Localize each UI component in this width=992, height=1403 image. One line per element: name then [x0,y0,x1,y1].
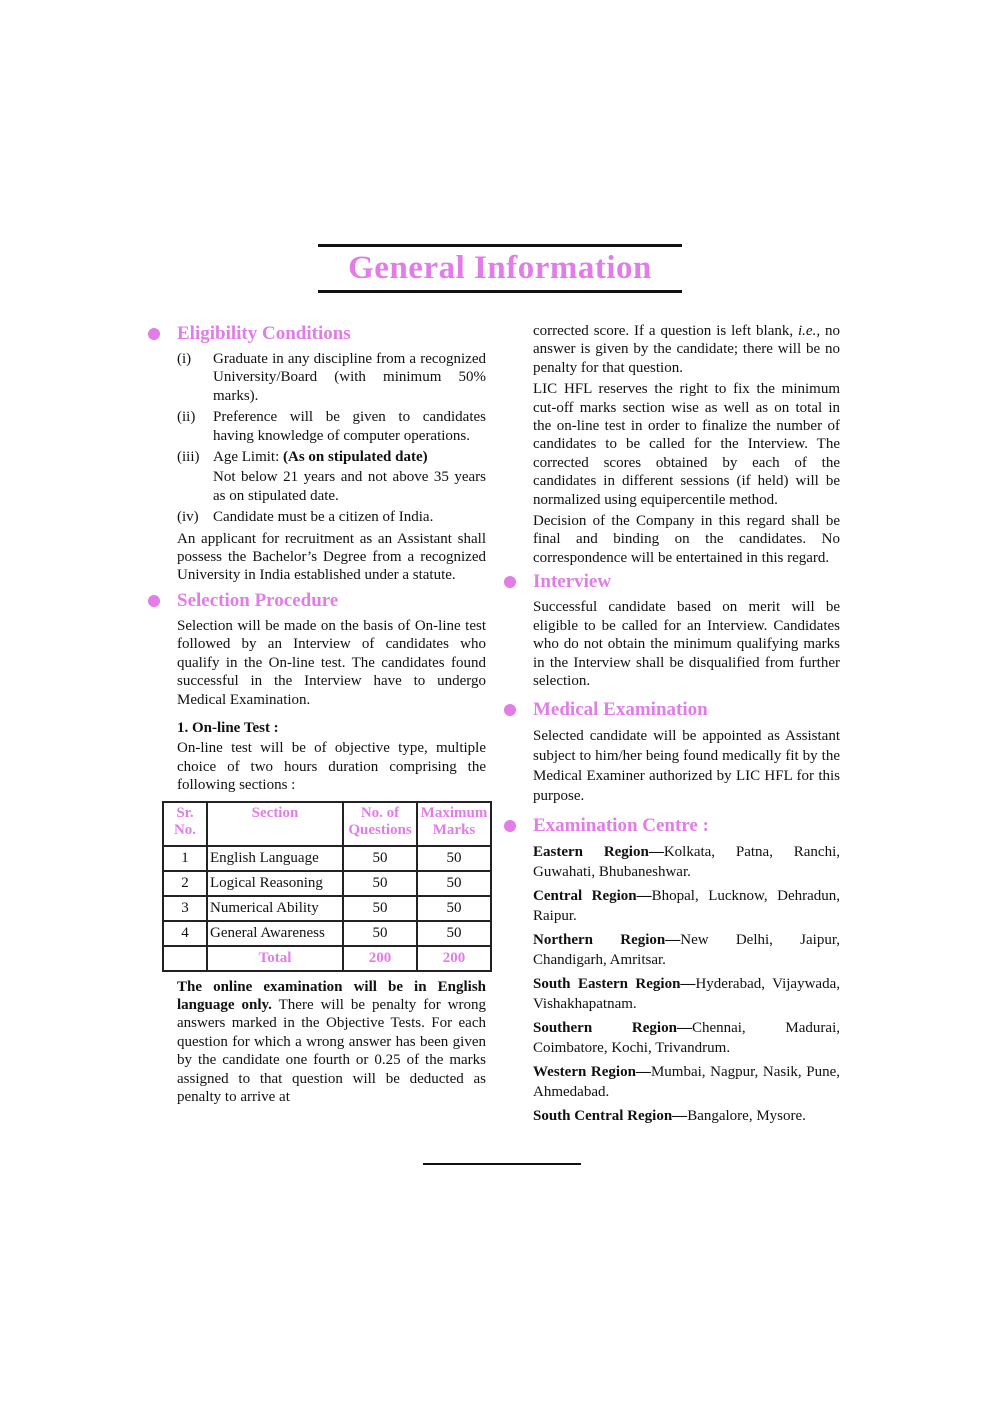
title-rule-top [318,244,682,247]
bullet-icon [148,595,160,607]
section-heading-centres: Examination Centre : [502,814,840,838]
sections-table [162,801,492,972]
region-item: South Eastern Region—Hyderabad, Vijaywada, Vishakhapatnam. [533,976,840,1013]
region-item: Northern Region—New Delhi, Jaipur, Chandigarh, Amritsar. [533,932,840,969]
list-item: (i) Graduate in any discipline from a recognized University/Board (with minimum 50% marks). [177,351,486,404]
region-item: Central Region—Bhopal, Lucknow, Dehradun, Raipur. [533,888,841,925]
online-test-heading: 1. On-line Test : [177,719,279,736]
table-row: 1 English Language 50 50 [163,846,491,871]
table-header-row: Sr. No. Section No. of Questions Maximum Marks [163,802,491,846]
region-item: Southern Region—Chennai, Madurai, Coimbatore, Kochi, Trivandrum. [533,1020,840,1057]
bullet-icon [504,576,516,588]
centres-body [502,842,840,1126]
eligibility-body [146,350,486,585]
region-item: Western Region—Mumbai, Nagpur, Nasik, Pune, Ahmedabad. [533,1064,840,1101]
section-heading-interview: Interview [502,570,840,594]
bullet-icon [504,704,516,716]
section-heading-eligibility: Eligibility Conditions [146,322,486,346]
list-item: (iii) Age Limit: (As on stipulated date) [177,449,428,466]
table-row: 2 Logical Reasoning 50 50 [163,871,491,896]
left-column [146,322,486,1106]
bottom-rule [423,1163,581,1165]
section-heading-selection: Selection Procedure [146,589,486,613]
right-column: corrected score. If a question is left blank, i.e., no answer is given by the candidate; there will be no penalty for that question. LIC HFL reserves the right to fix the minimum cut-off marks section wise as well as on total in the on-line test in order to finalize the number of candidates to be called for the Interview. The corrected scores obtained by each of the candidates in different sessions (if held) will be normalized using equipercentile method. Decision of the Company in this regard shall be final and binding on the candidates. No correspondence will be entertained in this regard. Interview Successful candidate based on merit will be eligible to be called for an Interview. Candidates who do not obtain the minimum qualifying marks in the Interview shall be disqualified from further selection. Medical Examination Selected candidate will be appointed as Assistant subject to him/her being found medically fit by the Medical Examiner authorized by LIC HFL for this purpose. Examination Centre : Eastern Region—Kolkata, Patna, Ranchi, Guwahati, Bhubaneshwar. Central Region—Bhopal, Lucknow, Dehradun, Raipur. Northern Region—New Delhi, Jaipur, Chandigarh, Amritsar. South Eastern Region—Hyderabad, Vijaywada, Vishakhapatnam. Southern Region—Chennai, Madurai, Coimbatore, Kochi, Trivandrum. Western Region—Mumbai, Nagpur, Nasik, Pune, Ahmedabad. South Central Region—Bangalore, Mysore. [502,322,840,1130]
right-top-body: corrected score. If a question is left blank, i.e., no answer is given by the candidate; there will be no penalty for that question. LIC HFL reserves the right to fix the minimum cut-off marks section wise as well as on total in the on-line test in order to finalize the number of candidates to be called for the Interview. The corrected scores obtained by each of the candidates in different sessions (if held) will be normalized using equipercentile method. Decision of the Company in this regard shall be final and binding on the candidates. No correspondence will be entertained in this regard. [533,323,841,566]
selection-body: Selection will be made on the basis of On-line test followed by an Interview of candidates who qualify in the On-line test. The candidates found successful in the Interview have to undergo Medical Examination. 1. On-line Test : On-line test will be of objective type, multiple choice of two hours duration comprising the following sections : [177,617,486,794]
region-item: South Central Region—Bangalore, Mysore. [533,1108,806,1125]
age-limit-detail: Not below 21 years and not above 35 years as on stipulated date. [213,469,486,504]
table-total-row: Total 200 200 [163,946,491,971]
eligibility-paragraph: An applicant for recruitment as an Assistant shall possess the Bachelor’s Degree from a recognized University in India established under a statute. [177,530,486,584]
table-row: 4 General Awareness 50 50 [163,921,491,946]
table-row: 3 Numerical Ability 50 50 [163,896,491,921]
bullet-icon [504,820,516,832]
section-heading-medical: Medical Examination [502,698,840,722]
region-item: Eastern Region—Kolkata, Patna, Ranchi, Guwahati, Bhubaneshwar. [533,844,841,881]
online-note: The online examination will be in English language only. There will be penalty for wrong answers marked in the Objective Tests. For each question for which a wrong answer has been given by the candidate one fourth or 0.25 of the marks assigned to that question will be deducted as penalty to arrive at [177,978,486,1105]
bullet-icon [148,328,160,340]
list-item: (ii) Preference will be given to candidates having knowledge of computer operations. [177,409,486,444]
list-item: (iv) Candidate must be a citizen of India. [177,509,434,526]
page-title: General Information [348,250,652,286]
title-rule-bottom [318,290,682,293]
